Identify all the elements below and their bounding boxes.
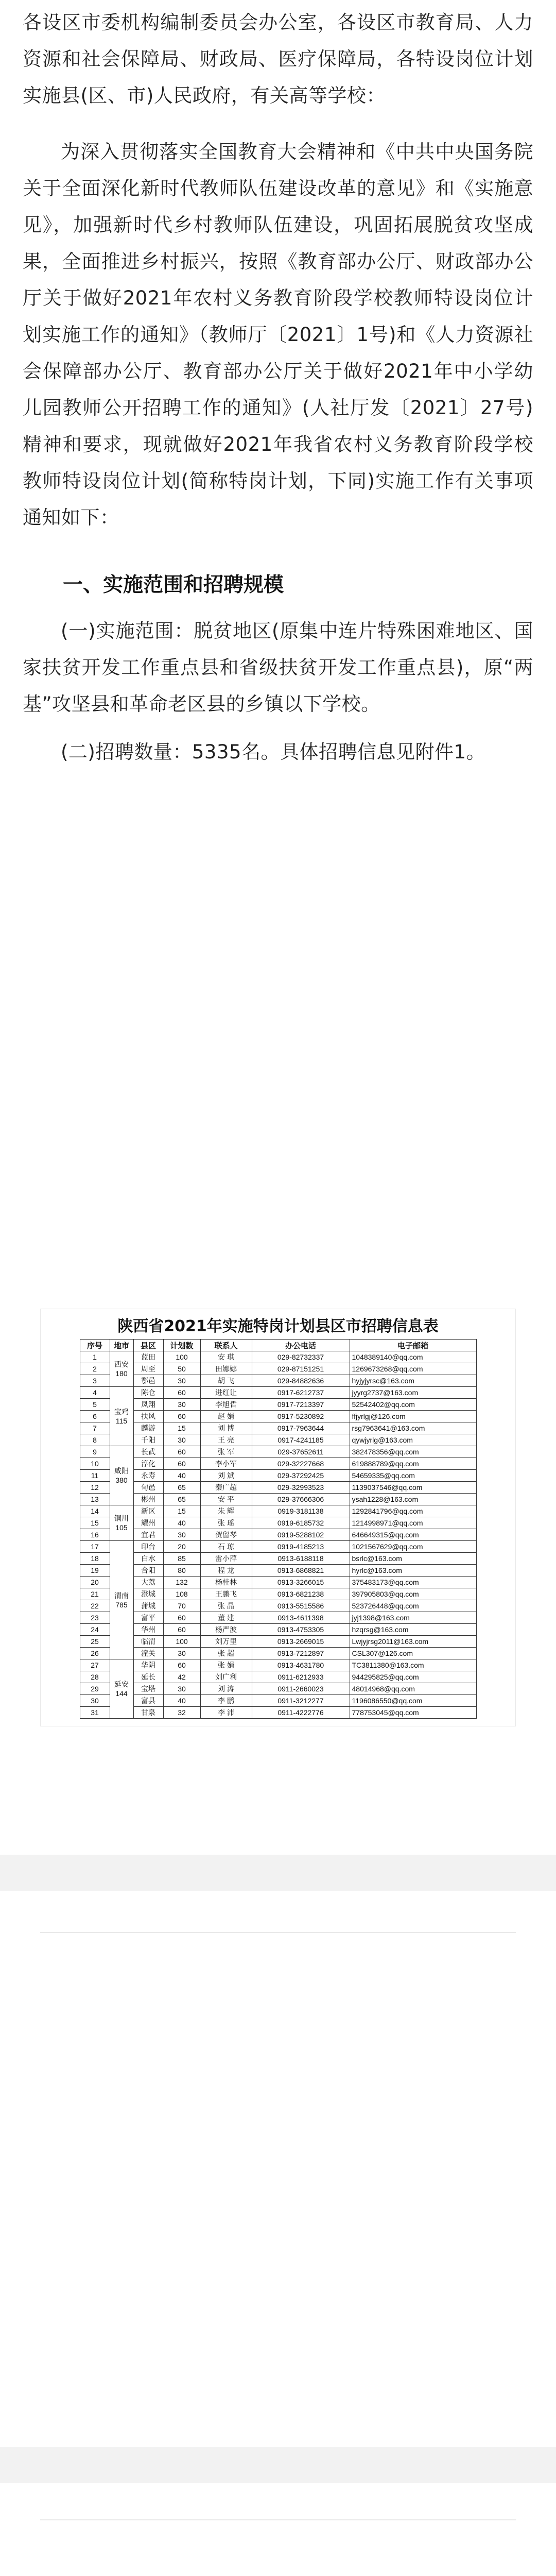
row-number: 5 <box>80 1399 110 1411</box>
county-cell: 富县 <box>133 1695 163 1707</box>
email-cell: jyyrg2737@163.com <box>350 1387 476 1399</box>
contact-cell: 田娜娜 <box>200 1363 252 1375</box>
plan-cell: 15 <box>163 1422 200 1434</box>
phone-cell: 029-37666306 <box>252 1494 350 1505</box>
city-count: 105 <box>115 1523 128 1532</box>
contact-cell: 李 沛 <box>200 1707 252 1719</box>
table-row <box>80 1494 476 1505</box>
email-cell: 1196086550@qq.com <box>350 1695 476 1707</box>
plan-cell: 108 <box>163 1588 200 1600</box>
county-cell: 永寿 <box>133 1470 163 1482</box>
table-row <box>80 1505 476 1517</box>
row-number: 8 <box>80 1434 110 1446</box>
contact-cell: 张 军 <box>200 1446 252 1458</box>
row-number: 22 <box>80 1600 110 1612</box>
county-cell: 长武 <box>133 1446 163 1458</box>
contact-cell: 张 娟 <box>200 1659 252 1671</box>
plan-cell: 60 <box>163 1458 200 1470</box>
contact-cell: 李旭哲 <box>200 1399 252 1411</box>
table-row <box>80 1458 476 1470</box>
county-cell: 甘泉 <box>133 1707 163 1719</box>
plan-cell: 30 <box>163 1683 200 1695</box>
plan-cell: 30 <box>163 1434 200 1446</box>
contact-cell: 李小军 <box>200 1458 252 1470</box>
county-cell: 澄城 <box>133 1588 163 1600</box>
email-cell: bsrlc@163.com <box>350 1553 476 1565</box>
contact-cell: 安 平 <box>200 1494 252 1505</box>
contact-cell: 杨桂林 <box>200 1577 252 1588</box>
table-row <box>80 1399 476 1411</box>
plan-cell: 60 <box>163 1446 200 1458</box>
contact-cell: 胡 飞 <box>200 1375 252 1387</box>
county-cell: 宝塔 <box>133 1683 163 1695</box>
row-number: 19 <box>80 1565 110 1577</box>
phone-cell: 029-82732337 <box>252 1351 350 1363</box>
county-cell: 延长 <box>133 1671 163 1683</box>
phone-cell: 0917-5230892 <box>252 1411 350 1422</box>
phone-cell: 0911-6212933 <box>252 1671 350 1683</box>
email-cell: hzqrsg@163.com <box>350 1624 476 1636</box>
phone-cell: 0913-7212897 <box>252 1648 350 1659</box>
city-cell <box>110 1505 133 1541</box>
column-header: 办公电话 <box>252 1340 350 1351</box>
county-cell: 合阳 <box>133 1565 163 1577</box>
phone-cell: 0913-3266015 <box>252 1577 350 1588</box>
contact-cell: 秦广超 <box>200 1482 252 1494</box>
table-row <box>80 1624 476 1636</box>
phone-cell: 0919-3181138 <box>252 1505 350 1517</box>
row-number: 23 <box>80 1612 110 1624</box>
email-cell: 1139037546@qq.com <box>350 1482 476 1494</box>
table-header-row <box>80 1340 476 1351</box>
county-cell: 新区 <box>133 1505 163 1517</box>
contact-cell: 李 鹏 <box>200 1695 252 1707</box>
city-count: 180 <box>115 1369 128 1378</box>
city-name: 渭南 <box>114 1591 129 1600</box>
phone-cell: 0919-4185213 <box>252 1541 350 1553</box>
phone-cell: 0917-7213397 <box>252 1399 350 1411</box>
column-header: 地市 <box>110 1340 133 1351</box>
email-cell: 778753045@qq.com <box>350 1707 476 1719</box>
county-cell: 华州 <box>133 1624 163 1636</box>
column-header: 计划数 <box>163 1340 200 1351</box>
phone-cell: 029-37652611 <box>252 1446 350 1458</box>
email-cell: 52542402@qq.com <box>350 1399 476 1411</box>
plan-cell: 60 <box>163 1411 200 1422</box>
plan-cell: 42 <box>163 1671 200 1683</box>
city-name: 西安 <box>114 1360 129 1368</box>
table-row <box>80 1387 476 1399</box>
table-row <box>80 1375 476 1387</box>
plan-cell: 60 <box>163 1612 200 1624</box>
city-name: 宝鸡 <box>114 1408 129 1416</box>
quota-paragraph: (二)招聘数量：5335名。具体招聘信息见附件1。 <box>61 741 486 763</box>
email-cell: 646649315@qq.com <box>350 1529 476 1541</box>
intro-paragraph: 为深入贯彻落实全国教育大会精神和《中共中央国务院关于全面深化新时代教师队伍建设改革的意见》和《实施意见》，加强新时代乡村教师队伍建设，巩固拓展脱贫攻坚成果，全面推进乡村振兴，按照《教育部办公厅、财政部办公厅关于做好2021年农村义务教育阶段学校教师特设岗位计划实施工作的通知》（教师厅〔2021〕1号)和《人力资源社会保障部办公厅、教育部办公厅关于做好2021年中小学幼儿园教师公开招聘工作的通知》(人社厅发〔2021〕27号)精神和要求，现就做好2021年我省农村义务教育阶段学校教师特设岗位计划(简称特岗计划，下同)实施工作有关事项通知如下： <box>23 141 533 529</box>
table-row <box>80 1446 476 1458</box>
plan-cell: 85 <box>163 1553 200 1565</box>
plan-cell: 50 <box>163 1363 200 1375</box>
table-row <box>80 1695 476 1707</box>
county-cell: 大荔 <box>133 1577 163 1588</box>
table-row <box>80 1553 476 1565</box>
city-name: 延安 <box>114 1680 129 1688</box>
table-row <box>80 1363 476 1375</box>
county-cell: 富平 <box>133 1612 163 1624</box>
row-number: 7 <box>80 1422 110 1434</box>
row-number: 3 <box>80 1375 110 1387</box>
table-row <box>80 1671 476 1683</box>
column-header: 电子邮箱 <box>350 1340 476 1351</box>
scope-paragraph: (一)实施范围：脱贫地区(原集中连片特殊困难地区、国家扶贫开发工作重点县和省级扶贫开发工作重点县)，原“两基”攻坚县和革命老区县的乡镇以下学校。 <box>23 620 533 715</box>
plan-cell: 132 <box>163 1577 200 1588</box>
county-cell: 宜君 <box>133 1529 163 1541</box>
row-number: 24 <box>80 1624 110 1636</box>
email-cell: qywjyrlg@163.com <box>350 1434 476 1446</box>
row-number: 15 <box>80 1517 110 1529</box>
column-header: 县区 <box>133 1340 163 1351</box>
row-number: 16 <box>80 1529 110 1541</box>
plan-cell: 60 <box>163 1624 200 1636</box>
city-cell <box>110 1387 133 1446</box>
page-separator <box>0 1855 556 1891</box>
table-row <box>80 1482 476 1494</box>
table-row <box>80 1541 476 1553</box>
county-cell: 彬州 <box>133 1494 163 1505</box>
county-cell: 蓝田 <box>133 1351 163 1363</box>
email-cell: 1269673268@qq.com <box>350 1363 476 1375</box>
county-cell: 蒲城 <box>133 1600 163 1612</box>
email-cell: 382478356@qq.com <box>350 1446 476 1458</box>
row-number: 12 <box>80 1482 110 1494</box>
row-number: 25 <box>80 1636 110 1648</box>
city-name: 咸阳 <box>114 1467 129 1475</box>
county-cell: 华阴 <box>133 1659 163 1671</box>
phone-cell: 0913-4631780 <box>252 1659 350 1671</box>
row-number: 17 <box>80 1541 110 1553</box>
email-cell: TC3811380@163.com <box>350 1659 476 1671</box>
email-cell: Lwjyjrsg2011@163.com <box>350 1636 476 1648</box>
section-heading: 一、实施范围和招聘规模 <box>63 573 284 597</box>
plan-cell: 30 <box>163 1399 200 1411</box>
table-row <box>80 1434 476 1446</box>
contact-cell: 刘 斌 <box>200 1470 252 1482</box>
city-count: 115 <box>115 1417 128 1425</box>
county-cell: 临渭 <box>133 1636 163 1648</box>
table-row <box>80 1470 476 1482</box>
row-number: 1 <box>80 1351 110 1363</box>
contact-cell: 刘 涛 <box>200 1683 252 1695</box>
attachment-sheet-2 <box>40 1932 516 1933</box>
notice-body <box>0 4 556 770</box>
table-row <box>80 1600 476 1612</box>
table-row <box>80 1577 476 1588</box>
email-cell: 1292841796@qq.com <box>350 1505 476 1517</box>
table-row <box>80 1351 476 1363</box>
sheet-title: 陕西省2021年实施特岗计划县区市招聘信息表 <box>117 1317 439 1335</box>
county-cell: 潼关 <box>133 1648 163 1659</box>
email-cell: 1214998971@qq.com <box>350 1517 476 1529</box>
email-cell: 523726448@qq.com <box>350 1600 476 1612</box>
contact-cell: 石 琼 <box>200 1541 252 1553</box>
county-cell: 印台 <box>133 1541 163 1553</box>
contact-cell: 刘 博 <box>200 1422 252 1434</box>
phone-cell: 0913-2669015 <box>252 1636 350 1648</box>
phone-cell: 0913-6188118 <box>252 1553 350 1565</box>
row-number: 26 <box>80 1648 110 1659</box>
contact-cell: 杨严波 <box>200 1624 252 1636</box>
row-number: 6 <box>80 1411 110 1422</box>
phone-cell: 0917-7963644 <box>252 1422 350 1434</box>
table-row <box>80 1588 476 1600</box>
row-number: 21 <box>80 1588 110 1600</box>
city-count: 144 <box>115 1689 128 1698</box>
contact-cell: 董 建 <box>200 1612 252 1624</box>
table-row <box>80 1517 476 1529</box>
county-cell: 陈仓 <box>133 1387 163 1399</box>
recruitment-table <box>80 1339 477 1719</box>
contact-cell: 张 晶 <box>200 1600 252 1612</box>
email-cell: 48014968@qq.com <box>350 1683 476 1695</box>
plan-cell: 20 <box>163 1541 200 1553</box>
plan-cell: 60 <box>163 1659 200 1671</box>
county-cell: 麟游 <box>133 1422 163 1434</box>
county-cell: 旬邑 <box>133 1482 163 1494</box>
attachment-sheet-3 <box>40 2519 516 2520</box>
table-row <box>80 1683 476 1695</box>
plan-cell: 65 <box>163 1494 200 1505</box>
county-cell: 淳化 <box>133 1458 163 1470</box>
plan-cell: 65 <box>163 1482 200 1494</box>
county-cell: 凤翔 <box>133 1399 163 1411</box>
email-cell: hyjyjyrsc@163.com <box>350 1375 476 1387</box>
contact-cell: 刘万里 <box>200 1636 252 1648</box>
column-header: 序号 <box>80 1340 110 1351</box>
email-cell: 54659335@qq.com <box>350 1470 476 1482</box>
page-separator <box>0 2447 556 2483</box>
phone-cell: 0919-6185732 <box>252 1517 350 1529</box>
phone-cell: 029-84882636 <box>252 1375 350 1387</box>
county-cell: 白水 <box>133 1553 163 1565</box>
county-cell: 千阳 <box>133 1434 163 1446</box>
phone-cell: 0913-4753305 <box>252 1624 350 1636</box>
plan-cell: 30 <box>163 1375 200 1387</box>
table-row <box>80 1707 476 1719</box>
email-cell: 1021567629@qq.com <box>350 1541 476 1553</box>
email-cell: 1048389140@qq.com <box>350 1351 476 1363</box>
city-cell <box>110 1541 133 1659</box>
city-cell <box>110 1659 133 1719</box>
email-cell: ysah1228@163.com <box>350 1494 476 1505</box>
phone-cell: 029-87151251 <box>252 1363 350 1375</box>
addressee-paragraph: 各设区市委机构编制委员会办公室，各设区市教育局、人力资源和社会保障局、财政局、医疗保障局，各特设岗位计划实施县(区、市)人民政府，有关高等学校： <box>23 11 533 107</box>
email-cell: 375483173@qq.com <box>350 1577 476 1588</box>
email-cell: CSL307@126.com <box>350 1648 476 1659</box>
plan-cell: 100 <box>163 1636 200 1648</box>
plan-cell: 80 <box>163 1565 200 1577</box>
row-number: 31 <box>80 1707 110 1719</box>
contact-cell: 张 超 <box>200 1648 252 1659</box>
table-row <box>80 1636 476 1648</box>
row-number: 10 <box>80 1458 110 1470</box>
table-row <box>80 1659 476 1671</box>
county-cell: 鄠邑 <box>133 1375 163 1387</box>
table-row <box>80 1411 476 1422</box>
phone-cell: 0913-6868821 <box>252 1565 350 1577</box>
contact-cell: 进红让 <box>200 1387 252 1399</box>
county-cell: 周至 <box>133 1363 163 1375</box>
plan-cell: 32 <box>163 1707 200 1719</box>
email-cell: 619888789@qq.com <box>350 1458 476 1470</box>
row-number: 27 <box>80 1659 110 1671</box>
contact-cell: 赵 娟 <box>200 1411 252 1422</box>
email-cell: jyj1398@163.com <box>350 1612 476 1624</box>
column-header: 联系人 <box>200 1340 252 1351</box>
row-number: 28 <box>80 1671 110 1683</box>
phone-cell: 029-32993523 <box>252 1482 350 1494</box>
table-row <box>80 1565 476 1577</box>
row-number: 13 <box>80 1494 110 1505</box>
table-row <box>80 1648 476 1659</box>
email-cell: ffjyrlgj@126.com <box>350 1411 476 1422</box>
plan-cell: 60 <box>163 1387 200 1399</box>
city-name: 铜川 <box>114 1514 129 1522</box>
phone-cell: 0913-5515586 <box>252 1600 350 1612</box>
contact-cell: 安 琪 <box>200 1351 252 1363</box>
row-number: 4 <box>80 1387 110 1399</box>
contact-cell: 程 龙 <box>200 1565 252 1577</box>
plan-cell: 15 <box>163 1505 200 1517</box>
plan-cell: 40 <box>163 1695 200 1707</box>
row-number: 9 <box>80 1446 110 1458</box>
plan-cell: 70 <box>163 1600 200 1612</box>
phone-cell: 029-37292425 <box>252 1470 350 1482</box>
row-number: 14 <box>80 1505 110 1517</box>
row-number: 2 <box>80 1363 110 1375</box>
plan-cell: 30 <box>163 1648 200 1659</box>
contact-cell: 刘广利 <box>200 1671 252 1683</box>
email-cell: 944295825@qq.com <box>350 1671 476 1683</box>
contact-cell: 王鹏飞 <box>200 1588 252 1600</box>
city-cell <box>110 1446 133 1505</box>
row-number: 11 <box>80 1470 110 1482</box>
phone-cell: 0917-6212737 <box>252 1387 350 1399</box>
plan-cell: 30 <box>163 1529 200 1541</box>
county-cell: 扶风 <box>133 1411 163 1422</box>
contact-cell: 朱 辉 <box>200 1505 252 1517</box>
table-row <box>80 1612 476 1624</box>
plan-cell: 40 <box>163 1470 200 1482</box>
row-number: 20 <box>80 1577 110 1588</box>
phone-cell: 0913-6821238 <box>252 1588 350 1600</box>
phone-cell: 0911-3212277 <box>252 1695 350 1707</box>
plan-cell: 100 <box>163 1351 200 1363</box>
email-cell: 397905803@qq.com <box>350 1588 476 1600</box>
phone-cell: 0919-5288102 <box>252 1529 350 1541</box>
city-count: 380 <box>115 1476 128 1484</box>
city-cell <box>110 1351 133 1387</box>
city-count: 785 <box>115 1600 128 1609</box>
county-cell: 耀州 <box>133 1517 163 1529</box>
row-number: 30 <box>80 1695 110 1707</box>
phone-cell: 0913-4611398 <box>252 1612 350 1624</box>
contact-cell: 贺留琴 <box>200 1529 252 1541</box>
contact-cell: 王 亮 <box>200 1434 252 1446</box>
attachment-sheet-1 <box>40 1309 516 1726</box>
row-number: 18 <box>80 1553 110 1565</box>
table-row <box>80 1422 476 1434</box>
email-cell: rsg7963641@163.com <box>350 1422 476 1434</box>
phone-cell: 0911-4222776 <box>252 1707 350 1719</box>
row-number: 29 <box>80 1683 110 1695</box>
contact-cell: 雷小萍 <box>200 1553 252 1565</box>
phone-cell: 029-32227668 <box>252 1458 350 1470</box>
contact-cell: 张 瑶 <box>200 1517 252 1529</box>
phone-cell: 0911-2660023 <box>252 1683 350 1695</box>
table-row <box>80 1529 476 1541</box>
phone-cell: 0917-4241185 <box>252 1434 350 1446</box>
email-cell: hyrlc@163.com <box>350 1565 476 1577</box>
plan-cell: 40 <box>163 1517 200 1529</box>
